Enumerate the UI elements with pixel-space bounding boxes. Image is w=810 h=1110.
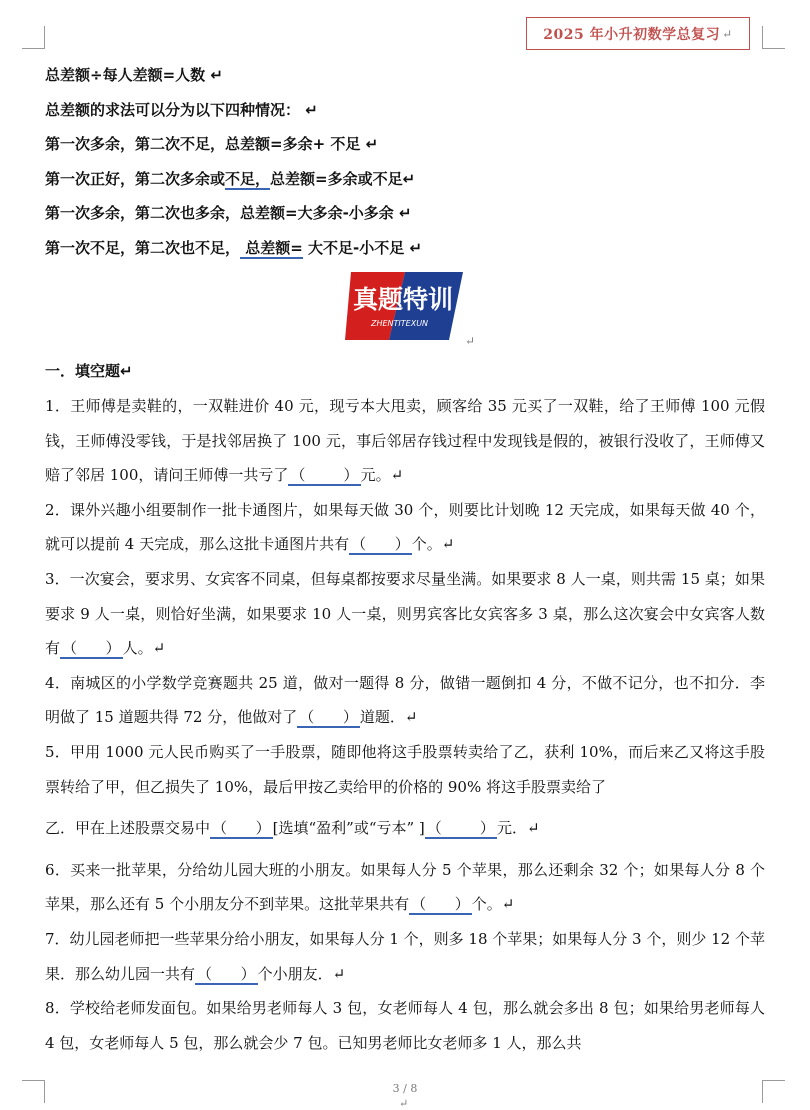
answer-blank: （ ） bbox=[351, 535, 410, 554]
underlined-text: 总差额= bbox=[240, 238, 303, 257]
question-item: 4．南城区的小学数学竞赛题共 25 道，做对一题得 8 分，做错一题倒扣 4 分，不做不记分，也不扣分．李明做了 15 道题共得 72 分，他做对了 （ ） 道题．↵ bbox=[45, 673, 765, 727]
question-item: 5．甲用 1000 元人民币购买了一手股票，随即他将这手股票转卖给了乙，获利 10%，而后来乙又将这手股票转给了甲，但乙损失了 10%，最后甲按乙卖给甲的价格的 90% 将这手股票卖给了 乙．甲在上述股票交易中 （ ） [选填“盈利”或“亏本” ] （ ） 元．↵ bbox=[45, 742, 765, 838]
question-list bbox=[45, 389, 765, 1060]
rule-line: 总差额的求法可以分为以下四种情况： ↵ bbox=[45, 100, 318, 119]
underlined-text: 不足， bbox=[225, 169, 271, 188]
answer-blank: （ ） bbox=[299, 708, 358, 727]
header-title-box bbox=[526, 17, 750, 50]
header-title: 2025 年小升初数学总复习 bbox=[543, 26, 721, 43]
section-title: 一．填空题↵ bbox=[45, 362, 133, 380]
paragraph-mark: ↵ bbox=[465, 334, 476, 348]
question-item: 8．学校给老师发面包。如果给男老师每人 3 包，女老师每人 4 包，那么就会多出 8 包；如果给男老师每人 4 包，女老师每人 5 包，那么就会少 7 包。已知男老师比女老师多 1 人，那么共 bbox=[45, 999, 765, 1052]
zhenti-texun-logo bbox=[345, 268, 463, 344]
paragraph-mark: ↵ bbox=[399, 1097, 409, 1110]
paragraph-mark: ↵ bbox=[722, 26, 733, 41]
answer-blank: （ ） bbox=[290, 466, 359, 485]
answer-blank: （ ） bbox=[411, 895, 470, 914]
crop-mark-top-right bbox=[762, 26, 785, 49]
question-item: 6．买来一批苹果，分给幼儿园大班的小朋友。如果每人分 5 个苹果，那么还剩余 32 个；如果每人分 8 个苹果，那么还有 5 个小朋友分不到苹果。这批苹果共有 （ ） 个。↵ bbox=[45, 860, 765, 914]
rules-block bbox=[45, 58, 765, 266]
case-line: 第一次多余，第二次也多余，总差额=大多余-小多余 ↵ bbox=[45, 204, 412, 223]
answer-blank: （ ） bbox=[197, 964, 256, 983]
case-line: 第一次多余，第二次不足，总差额=多余+ 不足 ↵ bbox=[45, 135, 379, 154]
question-item: 7．幼儿园老师把一些苹果分给小朋友，如果每人分 1 个，则多 18 个苹果；如果每人分 3 个，则少 12 个苹果．那么幼儿园一共有 （ ） 个小朋友．↵ bbox=[45, 929, 765, 983]
question-item: 2．课外兴趣小组要制作一批卡通图片，如果每天做 30 个，则要比计划晚 12 天完成，如果每天做 40 个，就可以提前 4 天完成，那么这批卡通图片共有 （ ） 个。↵ bbox=[45, 500, 765, 554]
logo-text: 真题特训 bbox=[353, 285, 454, 314]
case-line: 第一次正好，第二次多余或不足，总差额=多余或不足↵ bbox=[45, 169, 416, 188]
logo-pinyin: ZHENTITEXUN bbox=[371, 319, 429, 328]
answer-blank: （ ） bbox=[426, 819, 495, 838]
crop-mark-top-left bbox=[22, 26, 45, 49]
question-item: 3．一次宴会，要求男、女宾客不同桌，但每桌都按要求尽量坐满。如果要求 8 人一桌，则共需 15 桌；如果要求 9 人一桌，则恰好坐满，如果要求 10 人一桌，则男宾客比女宾客多 3 桌，那么这次宴会中女宾客人数有 （ ） 人。↵ bbox=[45, 569, 765, 658]
rule-line: 总差额÷每人差额=人数 ↵ bbox=[45, 66, 223, 84]
page-number: 3 / 8 bbox=[392, 1082, 418, 1095]
case-line: 第一次不足，第二次也不足， 总差额= 大不足-小不足 ↵ bbox=[45, 238, 423, 257]
question-item: 1．王师傅是卖鞋的，一双鞋进价 40 元，现亏本大甩卖，顾客给 35 元买了一双鞋，给了王师傅 100 元假钱，王师傅没零钱，于是找邻居换了 100 元，事后邻居存钱过程中发现钱是假的，被银行没收了，王师傅又赔了邻居 100，请问王师傅一共亏了 （ ） 元。↵ bbox=[45, 397, 765, 485]
answer-blank: （ ） bbox=[62, 639, 121, 658]
answer-blank: （ ） bbox=[212, 819, 271, 838]
